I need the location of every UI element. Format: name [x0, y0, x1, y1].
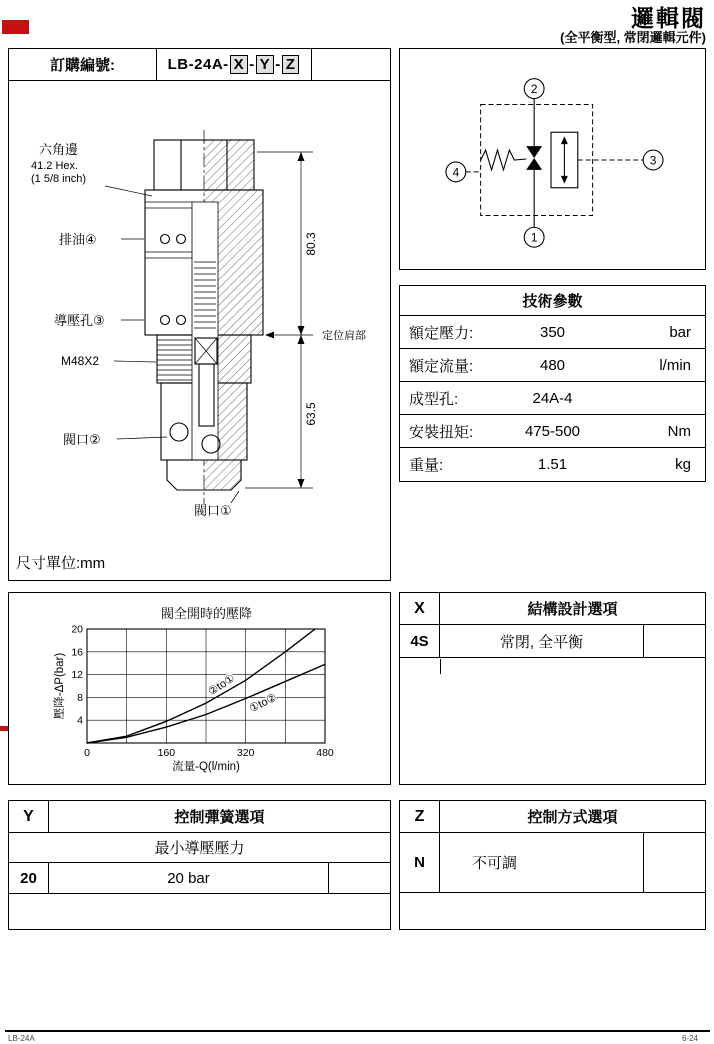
specs-table-title: 技術參數	[400, 286, 705, 316]
port2-number: 2	[530, 82, 538, 97]
hydraulic-symbol-drawing	[400, 49, 705, 269]
spring-options-subtitle: 最小導壓壓力	[9, 833, 390, 863]
column-divider-stub	[440, 659, 441, 674]
spec-label: 額定流量:	[409, 357, 474, 375]
order-code-sep2: -	[275, 56, 281, 73]
spec-row-weight	[400, 448, 705, 481]
option-row-code: 4S	[400, 625, 440, 657]
spec-row-flow	[400, 349, 705, 382]
svg-text:12: 12	[71, 669, 83, 682]
order-number-code	[156, 49, 312, 80]
order-code-x: X	[230, 55, 249, 74]
option-code-y: Y	[9, 801, 49, 832]
spec-label: 額定壓力:	[409, 324, 474, 342]
svg-text:0: 0	[84, 747, 90, 759]
hex-size-label: 41.2 Hex.	[31, 160, 79, 172]
spec-unit: bar	[669, 323, 691, 341]
specs-table	[399, 285, 706, 482]
structure-options-table	[399, 592, 706, 785]
spec-row-cavity	[400, 382, 705, 415]
order-number-row	[9, 49, 390, 81]
spec-value: 24A-4	[532, 389, 573, 407]
port4-number: 4	[452, 165, 460, 180]
structure-option-row	[400, 625, 705, 658]
hex-inch-label: (1 5/8 inch)	[31, 173, 87, 185]
svg-text:①to②: ①to②	[247, 691, 279, 715]
hydraulic-symbol-panel	[399, 48, 706, 270]
control-options-header	[400, 801, 705, 833]
spring-options-table	[8, 800, 391, 930]
spec-value: 480	[539, 356, 566, 374]
order-code-z: Z	[282, 55, 300, 74]
option-row-tail-cell	[643, 625, 705, 657]
dim-63-5: 63.5	[304, 402, 318, 426]
spec-label: 安裝扭矩:	[409, 423, 474, 441]
svg-text:320: 320	[236, 747, 255, 759]
port1-number: 1	[530, 230, 538, 245]
pressure-drop-chart	[9, 593, 392, 786]
control-option-row	[400, 833, 705, 893]
valve-port2-label: 閥口②	[63, 432, 101, 447]
spec-row-torque	[400, 415, 705, 448]
option-row-code: 20	[9, 863, 49, 893]
order-number-label: 訂購編號:	[50, 57, 115, 74]
valve-port1-label: 閥口①	[194, 503, 232, 518]
option-row-desc: 常閉, 全平衡	[499, 633, 584, 651]
spec-label: 重量:	[409, 457, 444, 474]
spring-options-header	[9, 801, 390, 833]
svg-text:20: 20	[71, 623, 83, 636]
chart-title: 閥全開時的壓降	[160, 606, 252, 621]
svg-text:4: 4	[77, 714, 83, 727]
order-code-sep1: -	[249, 56, 255, 73]
page-subtitle: (全平衡型, 常閉邏輯元件)	[560, 30, 706, 45]
dim-80-3: 80.3	[304, 232, 318, 256]
spec-unit: kg	[675, 456, 691, 473]
option-row-tail-cell	[328, 863, 390, 893]
option-row-code: N	[400, 833, 440, 892]
symbol-shapes	[466, 99, 643, 228]
control-options-title: 控制方式選項	[527, 809, 618, 826]
dimension-unit-note: 尺寸單位:mm	[16, 555, 106, 572]
pressure-drop-chart-panel	[8, 592, 391, 785]
drain-port-label: 排油④	[59, 232, 97, 247]
svg-text:②to①: ②to①	[206, 672, 238, 699]
svg-text:壓降-ΔP(bar): 壓降-ΔP(bar)	[54, 652, 66, 720]
option-row-desc: 不可調	[472, 855, 518, 872]
footer-right-text: 6-24	[681, 1034, 698, 1043]
pilot-port-label: 導壓孔③	[54, 313, 105, 328]
spec-unit: Nm	[667, 422, 691, 440]
svg-text:160: 160	[157, 747, 176, 759]
red-logo-fragment	[2, 20, 29, 34]
valve-section-drawing	[9, 82, 392, 552]
option-code-x: X	[400, 593, 440, 624]
order-code-y: Y	[256, 55, 275, 74]
thread-label: M48X2	[61, 354, 100, 368]
spec-row-pressure	[400, 316, 705, 349]
port3-number: 3	[649, 153, 657, 168]
spec-value: 350	[539, 323, 566, 341]
option-row-tail-cell	[643, 833, 705, 892]
hex-label: 六角邊	[39, 142, 79, 157]
svg-text:16: 16	[71, 646, 83, 659]
option-row-desc: 20 bar	[167, 869, 210, 887]
spring-options-title: 控制彈簧選項	[174, 809, 265, 826]
shoulder-label: 定位肩部	[322, 330, 366, 342]
structure-options-title: 結構設計選項	[527, 601, 618, 618]
spec-value: 475-500	[524, 422, 581, 440]
page-title: 邏輯閥	[631, 5, 706, 31]
cartridge-body-drawing	[145, 130, 263, 504]
svg-text:流量-Q(l/min): 流量-Q(l/min)	[172, 761, 240, 773]
svg-text:8: 8	[77, 691, 83, 704]
spring-option-row	[9, 863, 390, 894]
structure-options-header	[400, 593, 705, 625]
spec-label: 成型孔:	[409, 390, 459, 408]
svg-text:480: 480	[316, 747, 334, 759]
order-code-prefix: LB-24A-	[167, 56, 229, 73]
footer-rule	[5, 1030, 710, 1032]
option-code-z: Z	[400, 801, 440, 832]
spec-value: 1.51	[537, 456, 568, 473]
footer-left-text: LB-24A	[8, 1034, 35, 1043]
control-options-table	[399, 800, 706, 930]
spec-unit: l/min	[659, 356, 691, 374]
drawing-panel	[8, 48, 391, 581]
